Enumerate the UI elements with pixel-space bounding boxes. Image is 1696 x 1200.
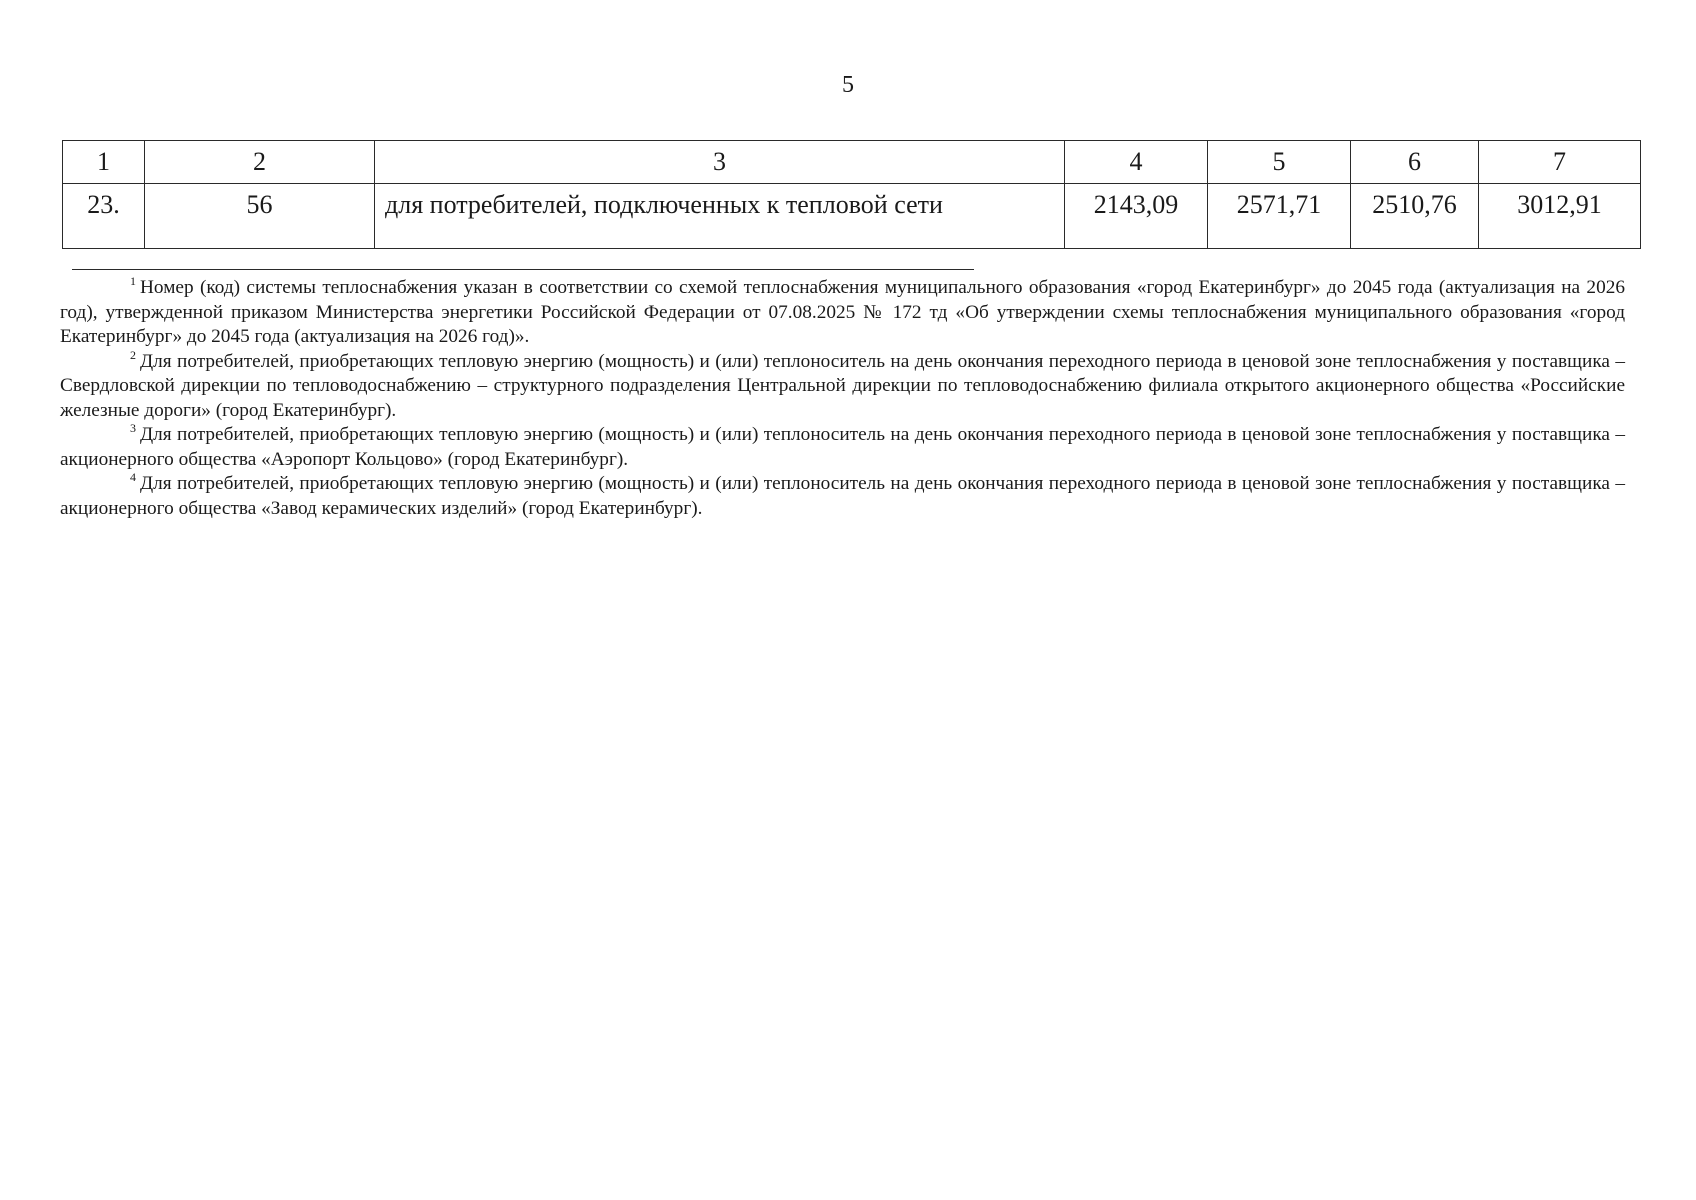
tariff-table: [62, 140, 1641, 249]
footnote-text: Номер (код) системы теплоснабжения указан в соответствии со схемой теплоснабжения муниципального образования «город Екатеринбург» до 2045 года (актуализация на 2026 год), утвержденной приказом Министерства энергетики Российской Федерации от 07.08.2025 № 172 тд «Об утверждении схемы теплоснабжения муниципального образования «город Екатеринбург» до 2045 года (актуализация на 2026 год)».: [60, 277, 1625, 347]
column-number-2: 2: [145, 141, 375, 184]
system-code-cell: 56: [145, 184, 375, 249]
footnote-1: [60, 276, 1625, 350]
column-number-3: 3: [375, 141, 1065, 184]
footnotes: [60, 276, 1625, 521]
footnote-4: [60, 472, 1625, 521]
footnote-separator: [72, 269, 974, 270]
footnote-mark: 2: [130, 347, 136, 362]
value-cell-4: 2143,09: [1065, 184, 1208, 249]
footnote-3: [60, 423, 1625, 472]
footnote-text: Для потребителей, приобретающих тепловую энергию (мощность) и (или) теплоноситель на день окончания переходного периода в ценовой зоне теплоснабжения у поставщика – акционерного общества «Завод керамических изделий» (город Екатеринбург).: [60, 473, 1625, 519]
column-number-4: 4: [1065, 141, 1208, 184]
value-cell-5: 2571,71: [1208, 184, 1351, 249]
consumer-category-cell: для потребителей, подключенных к тепловой сети: [375, 184, 1065, 249]
column-number-5: 5: [1208, 141, 1351, 184]
row-index-cell: 23.: [63, 184, 145, 249]
footnote-text: Для потребителей, приобретающих тепловую энергию (мощность) и (или) теплоноситель на день окончания переходного периода в ценовой зоне теплоснабжения у поставщика – Свердловской дирекции по тепловодоснабжению – структурного подразделения Центральной дирекции по тепловодоснабжению филиала открытого акционерного общества «Российские железные дороги» (город Екатеринбург).: [60, 350, 1625, 421]
table-row: [63, 184, 1641, 249]
value-cell-6: 2510,76: [1351, 184, 1479, 249]
column-number-7: 7: [1479, 141, 1641, 184]
footnote-mark: 1: [130, 274, 136, 288]
page-number: 5: [842, 72, 854, 98]
column-number-1: 1: [63, 141, 145, 184]
table-header-row: [63, 141, 1641, 184]
footnote-mark: 3: [130, 421, 136, 435]
footnote-2: [60, 347, 1625, 424]
column-number-6: 6: [1351, 141, 1479, 184]
footnote-mark: 4: [130, 470, 136, 484]
footnote-text: Для потребителей, приобретающих тепловую энергию (мощность) и (или) теплоноситель на день окончания переходного периода в ценовой зоне теплоснабжения у поставщика – акционерного общества «Аэропорт Кольцово» (город Екатеринбург).: [60, 424, 1625, 470]
value-cell-7: 3012,91: [1479, 184, 1641, 249]
